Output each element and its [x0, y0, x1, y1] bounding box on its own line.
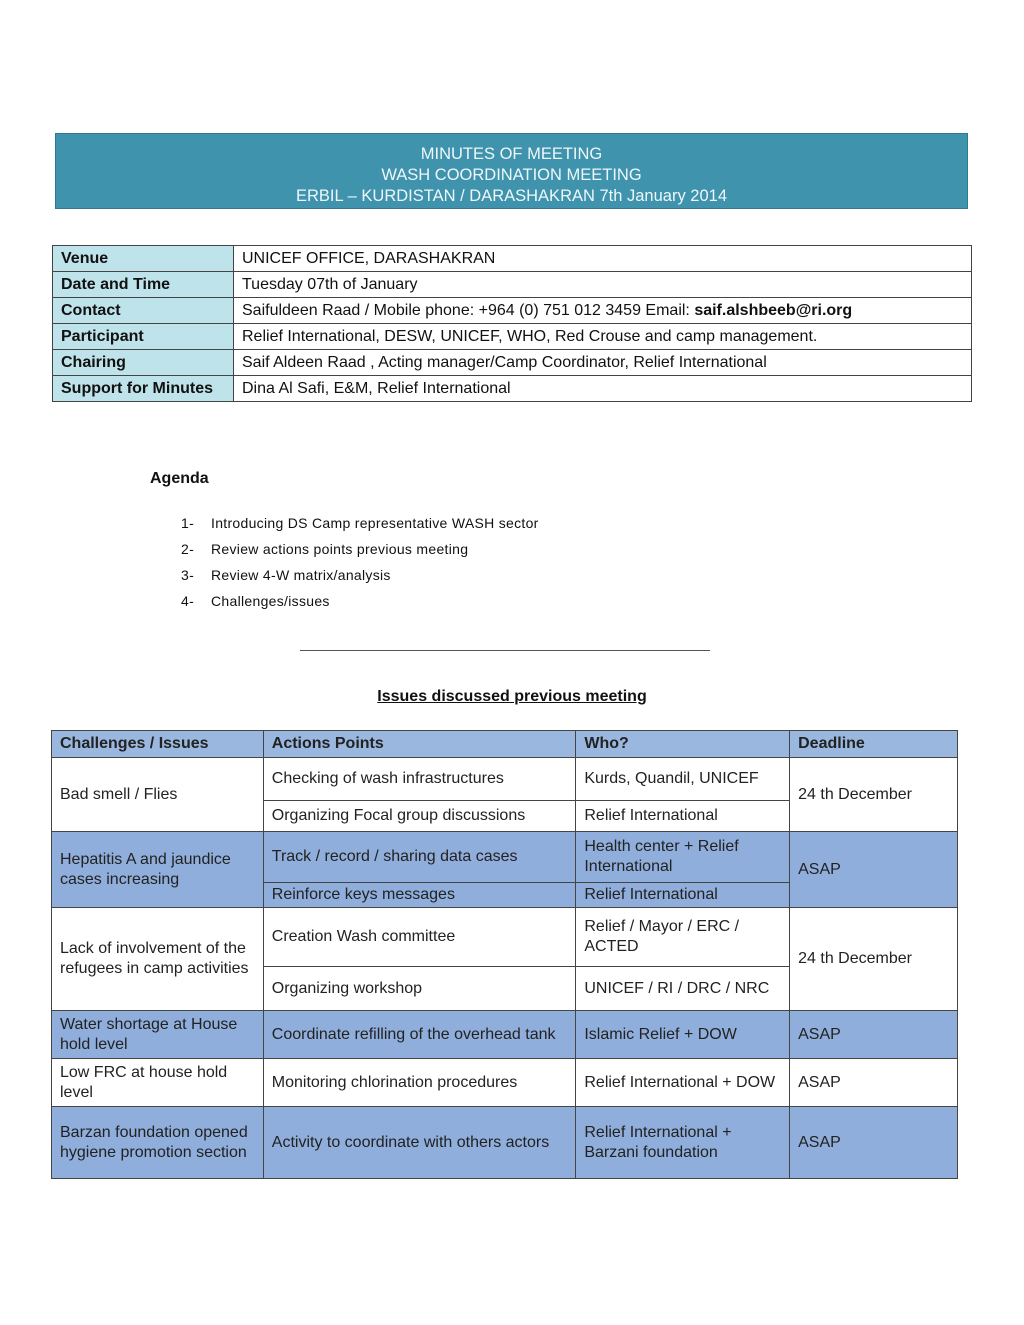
issues-header-row — [52, 731, 958, 758]
agenda-item — [181, 593, 539, 619]
issues-table — [51, 730, 958, 1179]
who-cell: Relief International + DOW — [576, 1059, 790, 1107]
agenda-item-number: 4- — [181, 593, 195, 609]
action-cell: Coordinate refilling of the overhead tank — [263, 1011, 576, 1059]
challenge-cell: Bad smell / Flies — [52, 758, 264, 832]
contact-row — [53, 298, 972, 324]
challenge-cell: Lack of involvement of the refugees in camp activities — [52, 908, 264, 1011]
action-cell: Creation Wash committee — [263, 908, 576, 967]
date-row — [53, 272, 972, 298]
contact-email-link[interactable]: saif.alshbeeb@ri.org — [694, 301, 853, 319]
who-cell: Relief International — [576, 883, 790, 908]
table-row — [52, 758, 958, 801]
deadline-cell: ASAP — [790, 832, 958, 908]
table-row — [52, 1011, 958, 1059]
participant-value: Relief International, DESW, UNICEF, WHO, Red Crouse and camp management. — [234, 324, 972, 350]
issues-title — [0, 688, 1024, 706]
action-cell: Activity to coordinate with others actors — [263, 1107, 576, 1179]
who-cell: Health center + Relief International — [576, 832, 790, 883]
chairing-label: Chairing — [53, 350, 234, 376]
header-who: Who? — [576, 731, 790, 758]
header-deadline: Deadline — [790, 731, 958, 758]
deadline-cell: ASAP — [790, 1059, 958, 1107]
header-line-3: ERBIL – KURDISTAN / DARASHAKRAN 7th January 2014 — [296, 187, 727, 205]
venue-row — [53, 246, 972, 272]
action-cell: Track / record / sharing data cases — [263, 832, 576, 883]
contact-value — [234, 298, 972, 324]
action-cell: Organizing workshop — [263, 967, 576, 1011]
contact-label: Contact — [53, 298, 234, 324]
who-cell: Relief International — [576, 801, 790, 832]
agenda-item-text: Challenges/issues — [211, 593, 330, 609]
participant-row — [53, 324, 972, 350]
header-line-2: WASH COORDINATION MEETING — [381, 166, 642, 184]
chairing-row — [53, 350, 972, 376]
venue-value: UNICEF OFFICE, DARASHAKRAN — [234, 246, 972, 272]
table-row — [52, 1059, 958, 1107]
header-actions: Actions Points — [263, 731, 576, 758]
support-label: Support for Minutes — [53, 376, 234, 402]
action-cell: Reinforce keys messages — [263, 883, 576, 908]
agenda-item-text: Review 4-W matrix/analysis — [211, 567, 391, 583]
meeting-header-banner — [55, 133, 968, 209]
header-line-1: MINUTES OF MEETING — [420, 145, 603, 163]
table-row — [52, 832, 958, 883]
challenge-cell: Low FRC at house hold level — [52, 1059, 264, 1107]
agenda-item-number: 2- — [181, 541, 195, 557]
section-divider — [300, 650, 710, 651]
challenge-cell: Hepatitis A and jaundice cases increasing — [52, 832, 264, 908]
agenda-list — [181, 515, 539, 619]
who-cell: Kurds, Quandil, UNICEF — [576, 758, 790, 801]
deadline-cell: ASAP — [790, 1107, 958, 1179]
venue-label: Venue — [53, 246, 234, 272]
who-cell: Relief International + Barzani foundation — [576, 1107, 790, 1179]
table-row — [52, 1107, 958, 1179]
date-value: Tuesday 07th of January — [234, 272, 972, 298]
deadline-cell: 24 th December — [790, 908, 958, 1011]
deadline-cell: ASAP — [790, 1011, 958, 1059]
agenda-item-text: Introducing DS Camp representative WASH sector — [211, 515, 539, 531]
who-cell: UNICEF / RI / DRC / NRC — [576, 967, 790, 1011]
action-cell: Organizing Focal group discussions — [263, 801, 576, 832]
action-cell: Monitoring chlorination procedures — [263, 1059, 576, 1107]
who-cell: Islamic Relief + DOW — [576, 1011, 790, 1059]
support-row — [53, 376, 972, 402]
challenge-cell: Water shortage at House hold level — [52, 1011, 264, 1059]
challenge-cell: Barzan foundation opened hygiene promotion section — [52, 1107, 264, 1179]
support-value: Dina Al Safi, E&M, Relief International — [234, 376, 972, 402]
table-row — [52, 908, 958, 967]
agenda-item — [181, 567, 539, 593]
agenda-item — [181, 515, 539, 541]
who-cell: Relief / Mayor / ERC / ACTED — [576, 908, 790, 967]
chairing-value: Saif Aldeen Raad , Acting manager/Camp Coordinator, Relief International — [234, 350, 972, 376]
agenda-title: Agenda — [150, 470, 209, 487]
header-challenges: Challenges / Issues — [52, 731, 264, 758]
agenda-item — [181, 541, 539, 567]
issues-title-text: Issues discussed previous meeting — [377, 688, 647, 705]
meeting-info-table — [52, 245, 972, 402]
agenda-item-text: Review actions points previous meeting — [211, 541, 469, 557]
participant-label: Participant — [53, 324, 234, 350]
deadline-cell: 24 th December — [790, 758, 958, 832]
date-label: Date and Time — [53, 272, 234, 298]
action-cell: Checking of wash infrastructures — [263, 758, 576, 801]
agenda-item-number: 1- — [181, 515, 195, 531]
contact-text: Saifuldeen Raad / Mobile phone: +964 (0) 751 012 3459 Email: — [242, 301, 695, 319]
agenda-item-number: 3- — [181, 567, 195, 583]
